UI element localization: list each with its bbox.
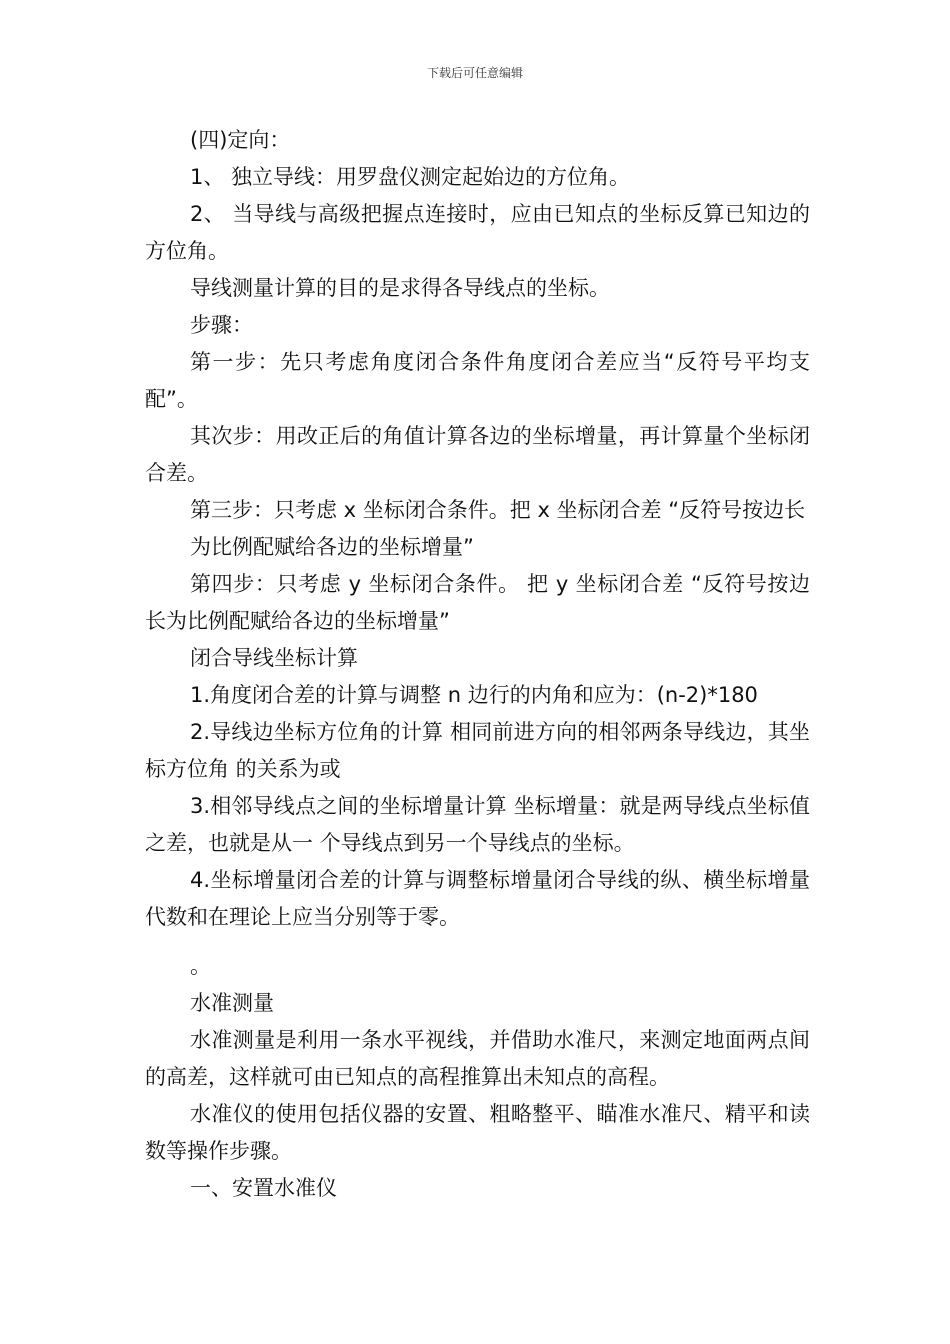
paragraph-steps-heading: 步骤：: [190, 313, 253, 337]
paragraph-orientation-heading: (四)定向：: [190, 128, 291, 152]
paragraph-setup-heading: 一、安置水准仪: [190, 1176, 337, 1200]
paragraph-leveling-heading: 水准测量: [190, 991, 274, 1015]
page-header-note: 下载后可任意编辑: [426, 66, 523, 80]
paragraph-step-3-cont: 为比例配赋给各边的坐标增量”: [190, 535, 474, 559]
paragraph-calc-3: 3.相邻导线点之间的坐标增量计算 坐标增量：就是两导线点坐标值之差，也就是从一 个导线点到另一个导线点的坐标。: [145, 794, 810, 855]
paragraph-step-2: 其次步：用改正后的角值计算各边的坐标增量，再计算量个坐标闭合差。: [145, 424, 810, 485]
paragraph-calc-1: 1.角度闭合差的计算与调整 n 边行的内角和应为：(n-2)*180: [190, 683, 758, 707]
paragraph-leveling-definition: 水准测量是利用一条水平视线，并借助水准尺，来测定地面两点间的高差，这样就可由已知点的高程推算出未知点的高程。: [145, 1028, 810, 1089]
document-body: [145, 122, 810, 1207]
paragraph-period: 。: [190, 954, 211, 978]
paragraph-item-2: 2、 当导线与高级把握点连接时，应由已知点的坐标反算已知边的方位角。: [145, 202, 810, 263]
paragraph-level-usage: 水准仪的使用包括仪器的安置、粗略整平、瞄准水准尺、精平和读数等操作步骤。: [145, 1102, 810, 1163]
paragraph-calc-4: 4.坐标增量闭合差的计算与调整标增量闭合导线的纵、横坐标增量代数和在理论上应当分别等于零。: [145, 868, 810, 929]
paragraph-calc-2: 2.导线边坐标方位角的计算 相同前进方向的相邻两条导线边，其坐标方位角 的关系为或: [145, 720, 810, 781]
paragraph-step-3: 第三步：只考虑 x 坐标闭合条件。把 x 坐标闭合差 “反符号按边长: [190, 498, 806, 522]
paragraph-closed-traverse-heading: 闭合导线坐标计算: [190, 646, 358, 670]
paragraph-purpose: 导线测量计算的目的是求得各导线点的坐标。: [190, 276, 610, 300]
paragraph-item-1: 1、 独立导线：用罗盘仪测定起始边的方位角。: [190, 165, 631, 189]
paragraph-step-1: 第一步：先只考虑角度闭合条件角度闭合差应当“反符号平均支配”。: [145, 350, 810, 411]
paragraph-step-4: 第四步：只考虑 y 坐标闭合条件。 把 y 坐标闭合差 “反符号按边长为比例配赋给各边的坐标增量”: [145, 572, 810, 633]
